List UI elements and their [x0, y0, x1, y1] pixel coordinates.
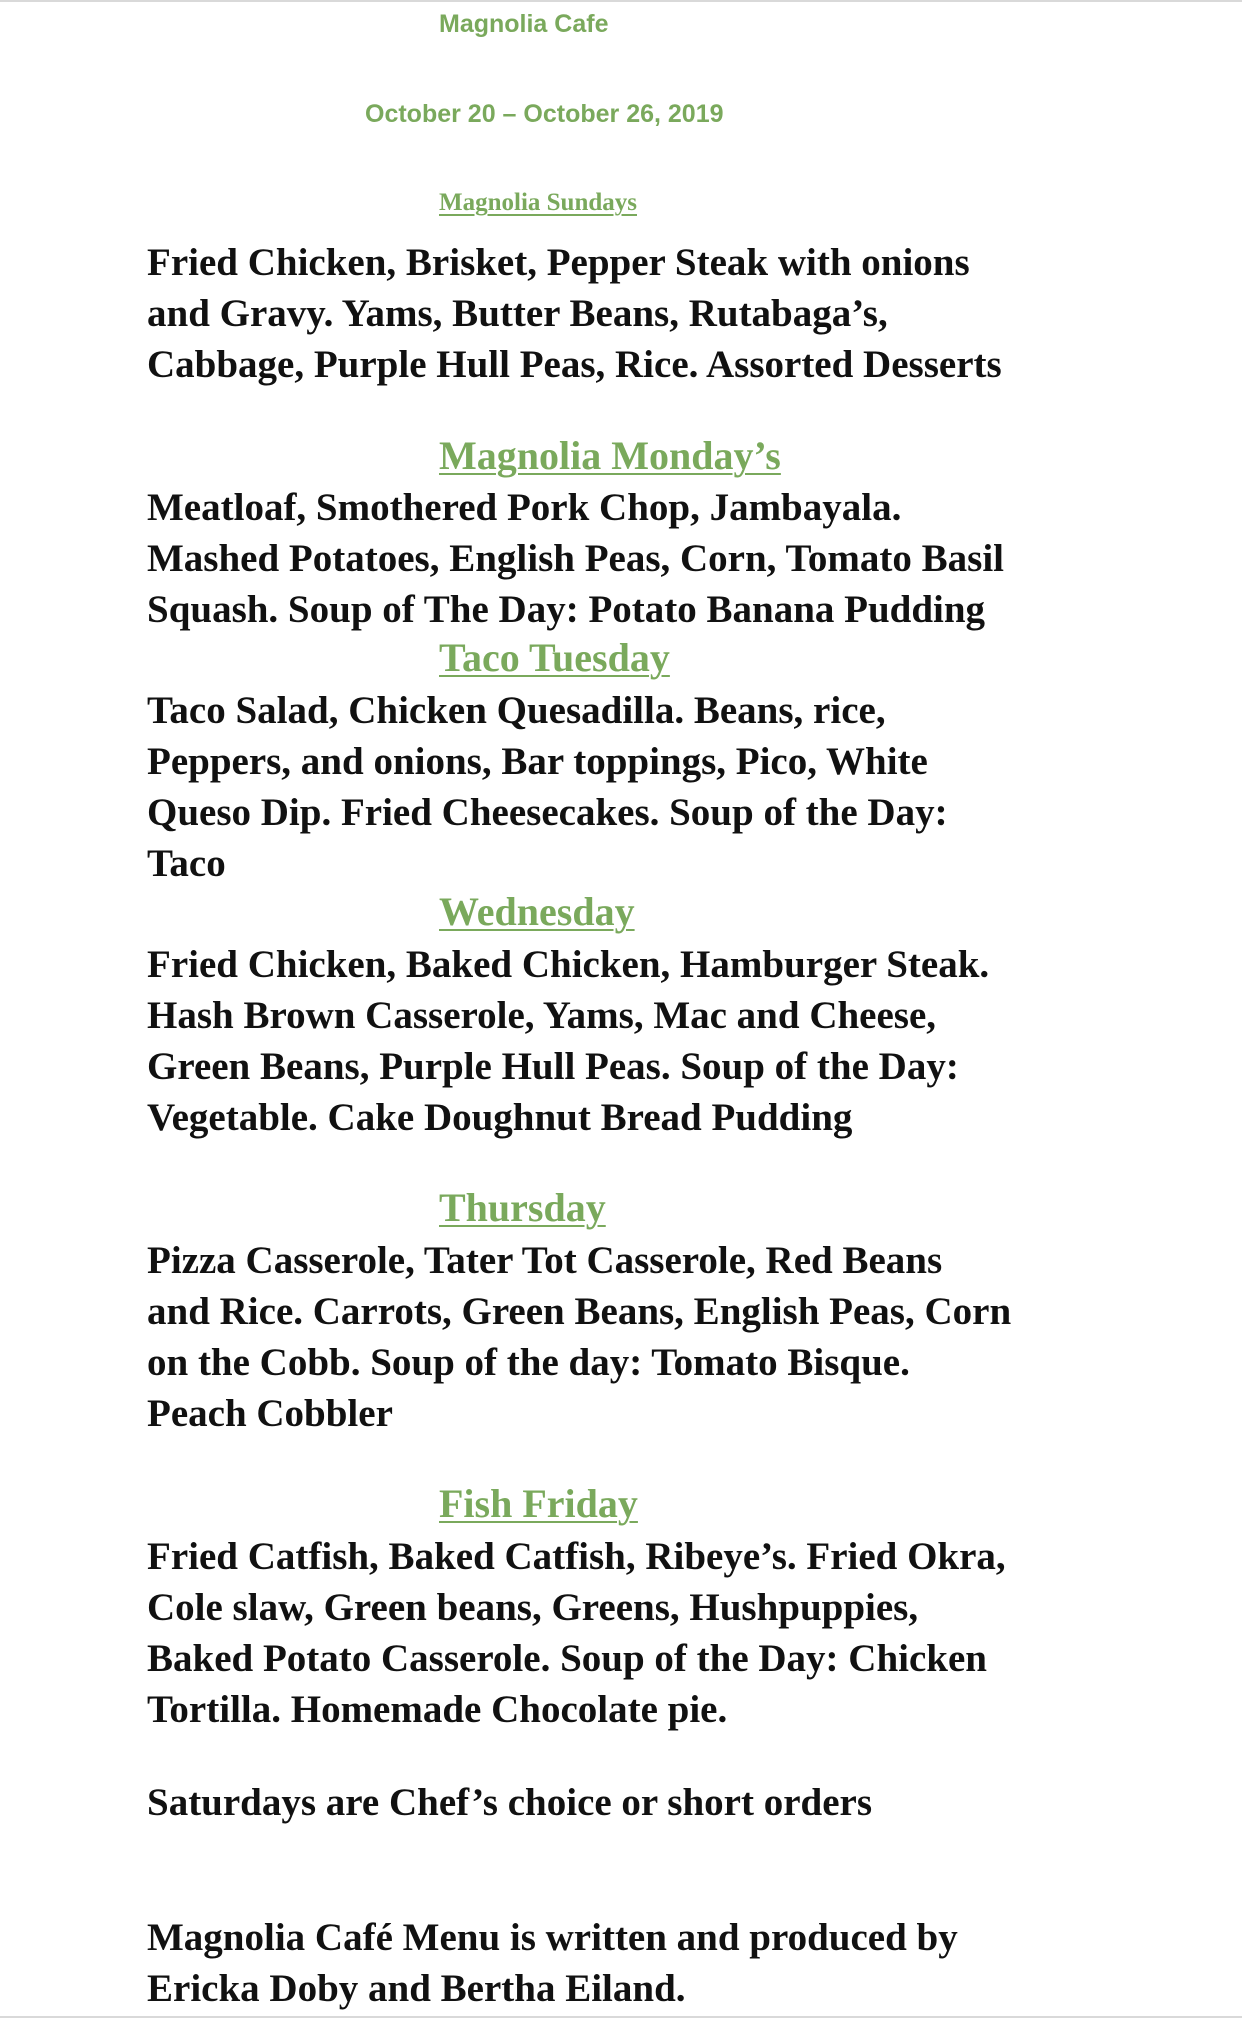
section-text-wednesday: Fried Chicken, Baked Chicken, Hamburger Steak. Hash Brown Casserole, Yams, Mac and Cheese, Green Beans, Purple Hull Peas. Soup of the Day: Vegetable. Cake Doughnut Bread Pudding — [147, 943, 990, 1139]
saturday-note: Saturdays are Chef’s choice or short orders — [147, 1781, 873, 1824]
section-text-friday: Fried Catfish, Baked Catfish, Ribeye’s. Fried Okra, Cole slaw, Green beans, Greens, Hushpuppies, Baked Potato Casserole. Soup of the Day: Chicken Tortilla. Homemade Chocolate pie. — [147, 1535, 1006, 1731]
section-text-sunday: Fried Chicken, Brisket, Pepper Steak with onions and Gravy. Yams, Butter Beans, Rutabaga’s, Cabbage, Purple Hull Peas, Rice. Assorted Desserts — [147, 241, 1002, 386]
section-text-thursday: Pizza Casserole, Tater Tot Casserole, Red Beans and Rice. Carrots, Green Beans, English Peas, Corn on the Cobb. Soup of the day: Tomato Bisque. Peach Cobbler — [147, 1239, 1012, 1435]
section-heading-monday: Magnolia Monday’s — [439, 433, 781, 478]
section-text-monday: Meatloaf, Smothered Pork Chop, Jambayala. Mashed Potatoes, English Peas, Corn, Tomato Basil Squash. Soup of The Day: Potato Banana Pudding — [147, 486, 1004, 631]
section-heading-sunday: Magnolia Sundays — [439, 189, 637, 216]
menu-date-range: October 20 – October 26, 2019 — [365, 100, 724, 128]
cafe-title: Magnolia Cafe — [439, 10, 609, 38]
section-heading-friday: Fish Friday — [439, 1481, 638, 1526]
section-heading-thursday: Thursday — [439, 1185, 606, 1230]
section-text-tuesday: Taco Salad, Chicken Quesadilla. Beans, rice, Peppers, and onions, Bar toppings, Pico, White Queso Dip. Fried Cheesecakes. Soup of the Day: Taco — [147, 689, 948, 885]
menu-credits: Magnolia Café Menu is written and produced by Ericka Doby and Bertha Eiland. — [147, 1916, 958, 2010]
section-heading-wednesday: Wednesday — [439, 889, 635, 934]
section-heading-tuesday: Taco Tuesday — [439, 635, 670, 680]
